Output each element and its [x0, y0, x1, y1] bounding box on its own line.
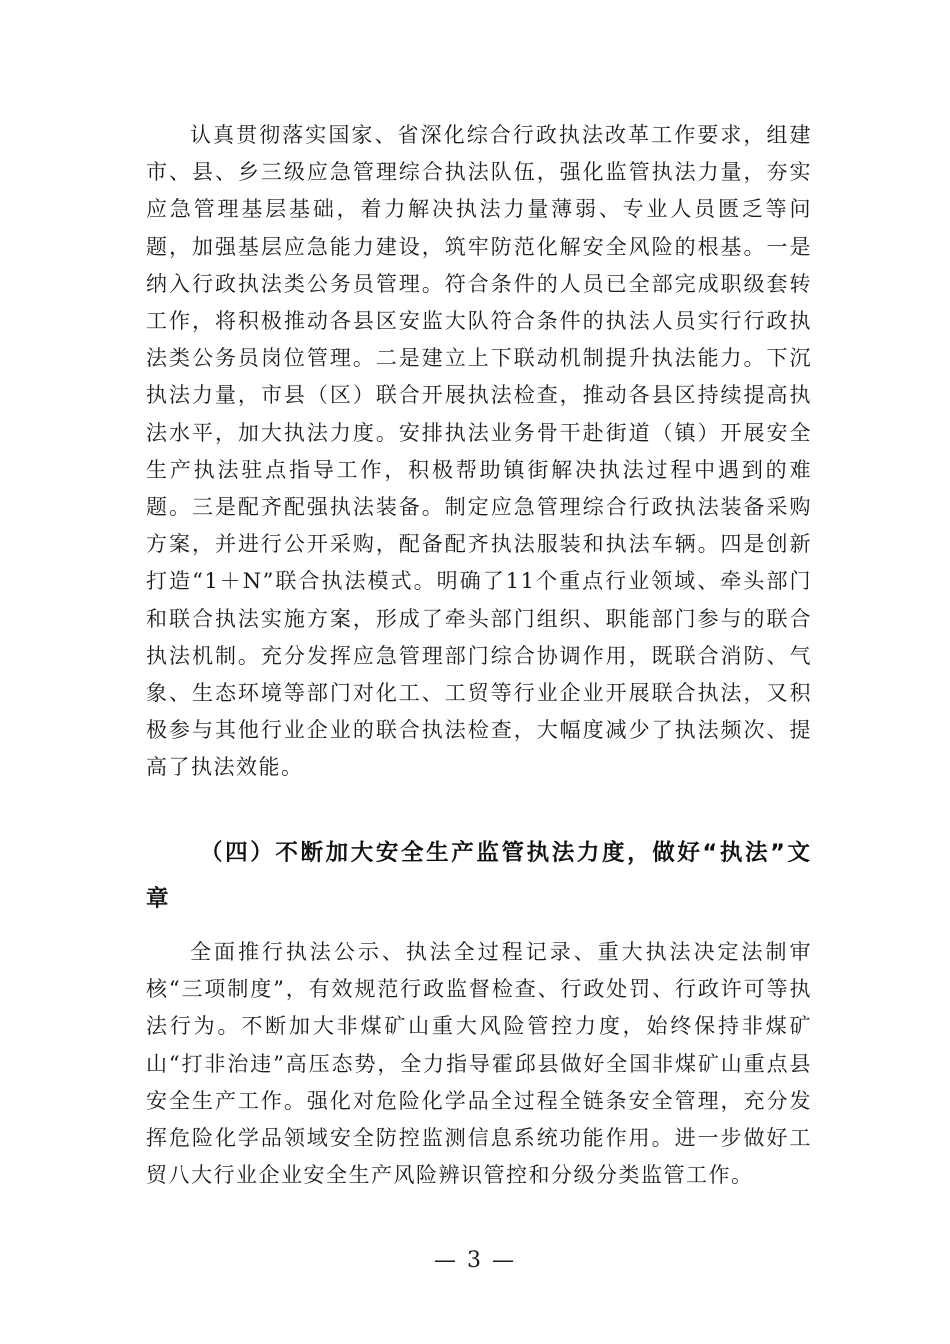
body-paragraph: 认真贯彻落实国家、省深化综合行政执法改革工作要求，组建市、县、乡三级应急管理综合执法队伍，强化监管执法力量，夯实应急管理基层基础，着力解决执法力量薄弱、专业人员匮乏等问题，加强基层应急能力建设，筑牢防范化解安全风险的根基。一是纳入行政执法类公务员管理。符合条件的人员已全部完成职级套转工作，将积极推动各县区安监大队符合条件的执法人员实行行政执法类公务员岗位管理。二是建立上下联动机制提升执法能力。下沉执法力量，市县（区）联合开展执法检查，推动各县区持续提高执法水平，加大执法力度。安排执法业务骨干赴街道（镇）开展安全生产执法驻点指导工作，积极帮助镇街解决执法过程中遇到的难题。三是配齐配强执法装备。制定应急管理综合行政执法装备采购方案，并进行公开采购，配备配齐执法服装和执法车辆。四是创新打造“1＋N”联合执法模式。明确了11个重点行业领域、牵头部门和联合执法实施方案，形成了牵头部门组织、职能部门参与的联合执法机制。充分发挥应急管理部门综合协调作用，既联合消防、气象、生态环境等部门对化工、工贸等行业企业开展联合执法，又积极参与其他行业企业的联合执法检查，大幅度减少了执法频次、提高了执法效能。 [146, 123, 812, 780]
body-paragraph: 全面推行执法公示、执法全过程记录、重大执法决定法制审核“三项制度”，有效规范行政监督检查、行政处罚、行政许可等执法行为。不断加大非煤矿山重大风险管控力度，始终保持非煤矿山“打非治违”高压态势，全力指导霍邱县做好全国非煤矿山重点县安全生产工作。强化对危险化学品全过程全链条安全管理，充分发挥危险化学品领域安全防控监测信息系统功能作用。进一步做好工贸八大行业企业安全生产风险辨识管控和分级分类监管工作。 [146, 940, 812, 1188]
page-number: — 3 — [434, 1248, 516, 1273]
section-heading: （四）不断加大安全生产监管执法力度，做好“执法”文章 [146, 840, 812, 912]
